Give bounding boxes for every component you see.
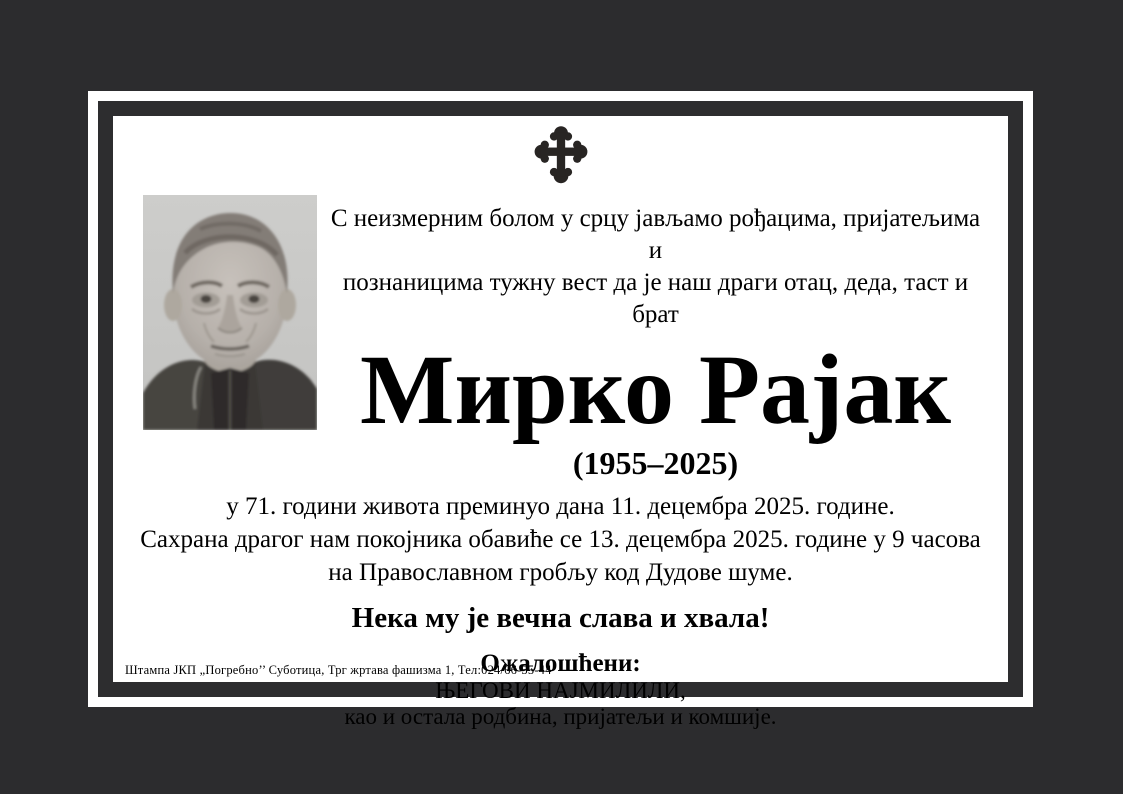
mourners-section [113, 650, 1008, 730]
tribute-line: Нека му је вечна слава и хвала! [351, 602, 770, 634]
announcement-intro-line2: познаницима тужну вест да је наш драги отац, деда, таст и брат [342, 269, 969, 328]
photo-and-intro-row [113, 195, 1008, 482]
deceased-name: Мирко Рајак [360, 334, 951, 445]
announcement-column [317, 195, 1008, 482]
print-info: Штампа ЈКП „Погребно’’ Суботица, Трг жртава фашизма 1, Тел:024/66-55-44 [125, 663, 552, 677]
funeral-details-line2: Сахрана драгог нам покојника обавиће се 13. децембра 2025. године у 9 часова [140, 526, 981, 553]
card-inner-frame [98, 101, 1023, 729]
announcement-intro-line1: С неизмерним болом у срцу јављамо рођацима, пријатељима и [330, 205, 981, 264]
life-years: (1955–2025) [572, 445, 739, 481]
mourners-line1: ЊЕГОВИ НАЈМИЛИЛИ, [435, 678, 686, 703]
announcement-intro [325, 203, 986, 331]
funeral-details [113, 490, 1008, 589]
obituary-card [88, 91, 1033, 729]
funeral-details-line3: на Православном гробљу код Дудове шуме. [328, 559, 793, 586]
deceased-photo [143, 195, 317, 430]
funeral-details-line1: у 71. години живота преминуо дана 11. децембра 2025. године. [226, 493, 895, 520]
orthodox-cross-icon [113, 123, 1008, 186]
mourners-heading: Ожалошћени: [480, 650, 641, 677]
mourners-line2: као и остала родбина, пријатељи и комшије. [344, 704, 777, 729]
